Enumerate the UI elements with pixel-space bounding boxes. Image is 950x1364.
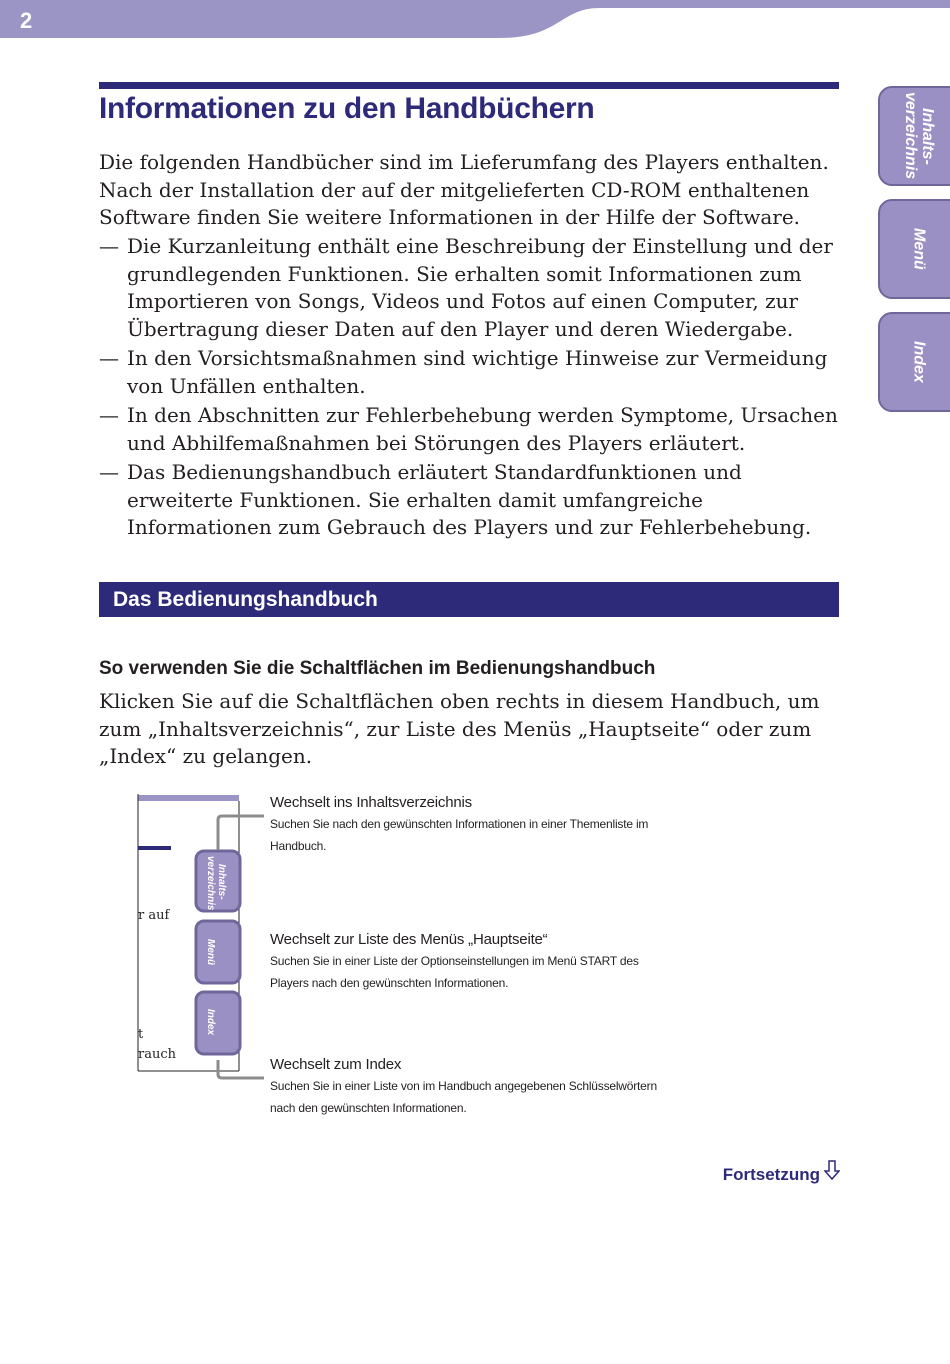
illustration-tab-label: verzeichnis: [205, 856, 216, 911]
dash-marker: —: [99, 460, 119, 484]
dash-marker: —: [99, 234, 119, 258]
page-number: 2: [20, 8, 33, 33]
tab-menu-label: Menü: [910, 228, 928, 270]
section-heading-bar: [99, 582, 839, 617]
illustration-tab-label: Inhalts-: [216, 864, 227, 900]
list-item-text: Das Bedienungshandbuch erläutert Standardfunktionen und erweiterte Funktionen. Sie erhalten damit umfangreiche Informationen zum Gebrauch des Players und zur Fehlerbehebung.: [127, 460, 812, 539]
tab-index-label: Index: [910, 341, 928, 383]
dash-marker: —: [99, 403, 119, 427]
dash-marker: —: [99, 346, 119, 370]
illustration-tab-label: Menü: [205, 939, 216, 966]
manual-list: [99, 233, 844, 544]
list-item-text: Die Kurzanleitung enthält eine Beschreibung der Einstellung und der grundlegenden Funktionen. Sie erhalten somit Informationen zum Importieren von Songs, Videos und Fotos auf einen Computer, zur Übertragung dieser Daten auf den Player und deren Wiedergabe.: [127, 234, 833, 341]
tab-menu[interactable]: [878, 199, 950, 299]
header-band: [0, 0, 950, 40]
callout-title: Wechselt ins Inhaltsverzeichnis: [270, 794, 472, 811]
callout-title: Wechselt zur Liste des Menüs „Hauptseite“: [270, 931, 548, 948]
callout-description: Suchen Sie nach den gewünschten Informationen in einer Themenliste im Handbuch.: [270, 817, 649, 853]
callout-index: [270, 1055, 680, 1119]
buttons-paragraph: Klicken Sie auf die Schaltflächen oben rechts in diesem Handbuch, um zum „Inhaltsverzeichnis“, zur Liste des Menüs „Hauptseite“ oder zum „Index“ zu gelangen.: [99, 689, 820, 768]
list-item: [99, 459, 844, 542]
callout-title: Wechselt zum Index: [270, 1056, 402, 1073]
intro-paragraph: Die folgenden Handbücher sind im Lieferumfang des Players enthalten. Nach der Installation der auf der mitgelieferten CD-ROM enthaltenen Software finden Sie weitere Informationen in der Hilfe der Software.: [99, 150, 829, 229]
illustration-tab-label: Index: [205, 1009, 216, 1036]
callout-leader-lines: [200, 800, 280, 1080]
tab-index[interactable]: [878, 312, 950, 412]
illustration-text-fragment: rauch: [138, 1047, 176, 1062]
title-rule: [99, 82, 839, 89]
illustration-title-rule: [138, 846, 171, 850]
callout-contents: [270, 793, 690, 857]
list-item-text: In den Vorsichtsmaßnahmen sind wichtige Hinweise zur Vermeidung von Unfällen enthalten.: [127, 346, 828, 398]
continuation-label: Fortsetzung: [722, 1165, 820, 1184]
tab-table-of-contents-label: Inhalts- verzeichnis: [902, 92, 936, 180]
subheading: So verwenden Sie die Schaltflächen im Bedienungshandbuch: [99, 658, 656, 679]
list-item: [99, 233, 844, 343]
tab-table-of-contents[interactable]: [878, 86, 950, 186]
illustration-text-fragment: t: [138, 1027, 144, 1042]
callout-menu: [270, 930, 670, 994]
list-item: [99, 402, 844, 457]
continuation-link[interactable]: [723, 1160, 840, 1185]
illustration-text-fragment: r auf: [138, 908, 170, 923]
arrow-down-outline-icon: [824, 1160, 840, 1185]
list-item: [99, 345, 844, 400]
callout-description: Suchen Sie in einer Liste von im Handbuch angegebenen Schlüsselwörtern nach den gewünschten Informationen.: [270, 1079, 657, 1115]
page-title: Informationen zu den Handbüchern: [99, 92, 595, 125]
section-heading: Das Bedienungshandbuch: [113, 588, 378, 611]
list-item-text: In den Abschnitten zur Fehlerbehebung werden Symptome, Ursachen und Abhilfemaßnahmen bei Störungen des Players erläutert.: [127, 403, 838, 455]
callout-description: Suchen Sie in einer Liste der Optionseinstellungen im Menü START des Players nach den gewünschten Informationen.: [270, 954, 639, 990]
